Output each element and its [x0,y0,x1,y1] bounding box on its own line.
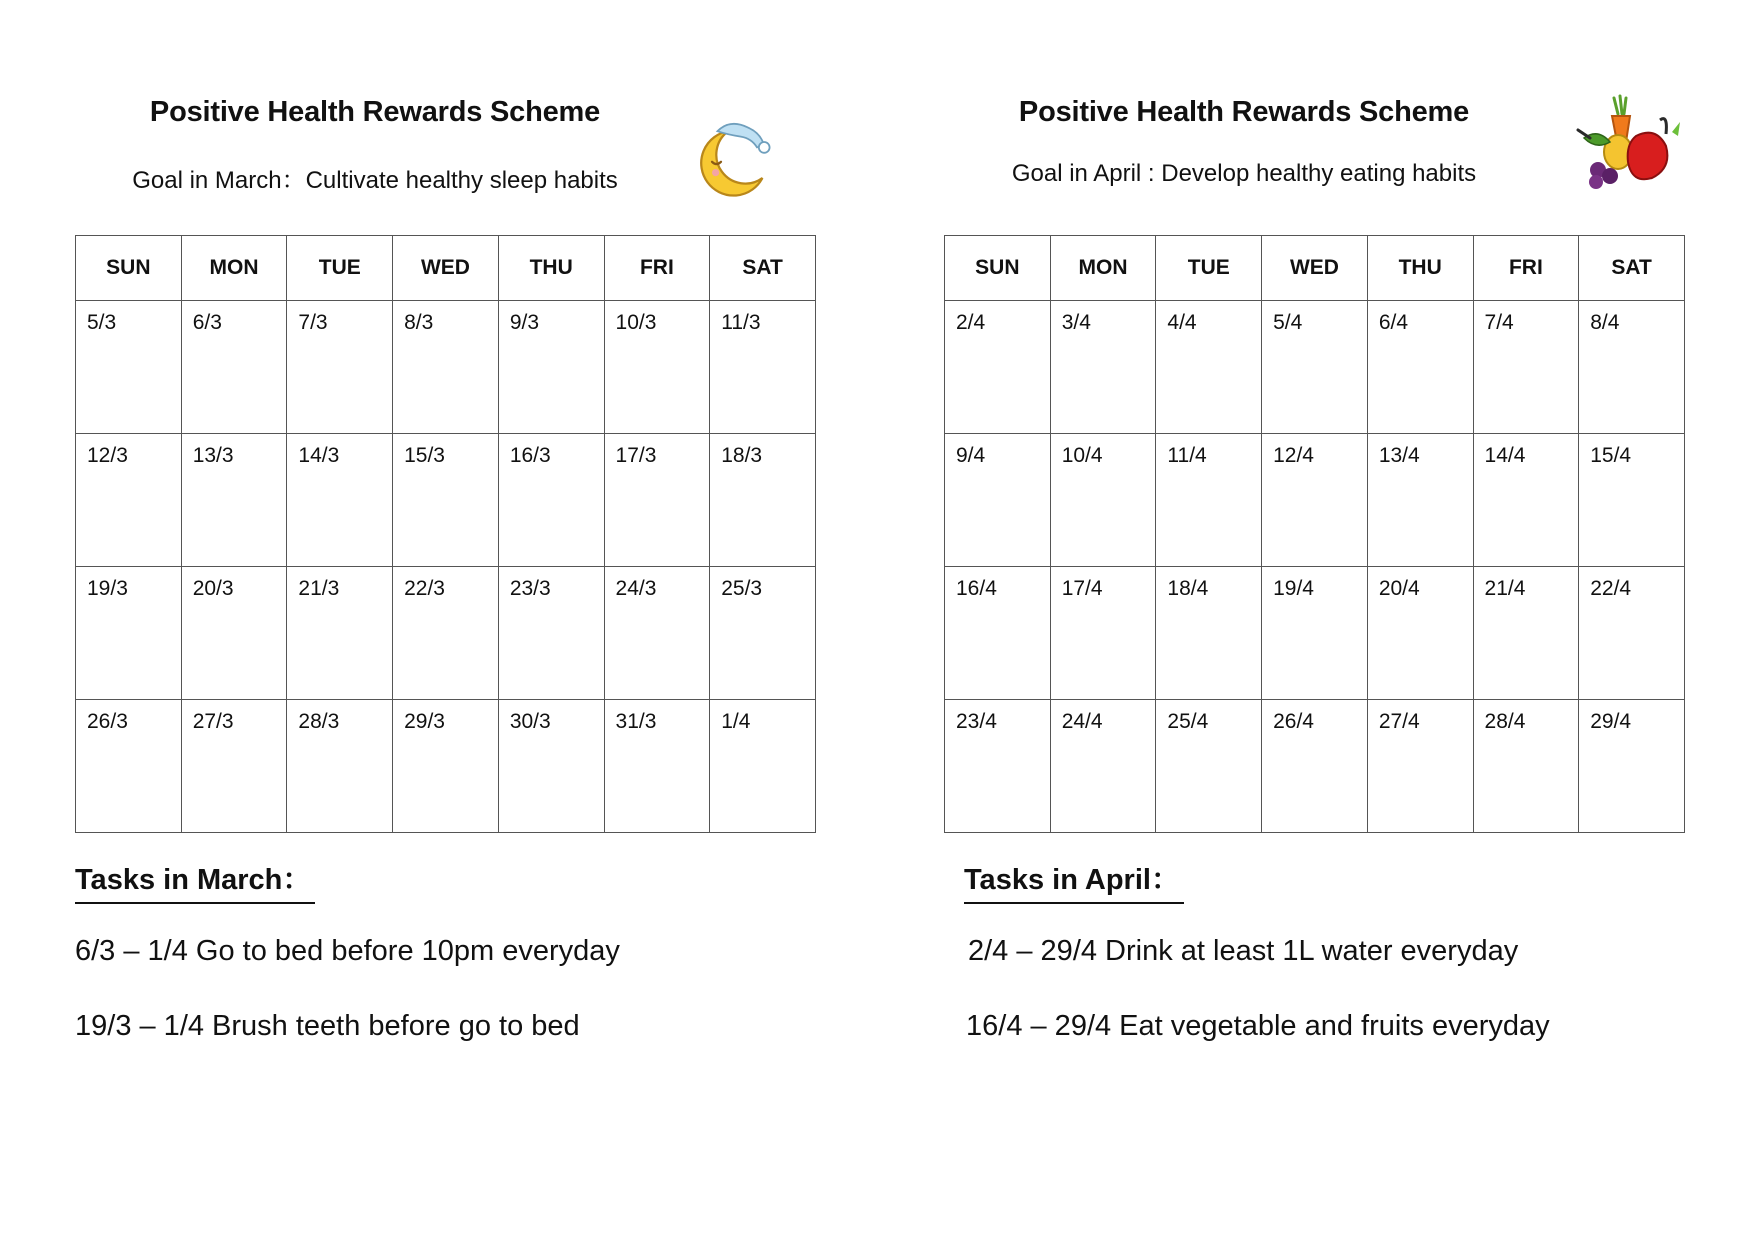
day-header: WED [393,236,499,301]
sleeping-moon-icon [685,115,775,205]
march-goal: Goal in March：Cultivate healthy sleep habits [132,167,618,194]
date-cell: 24/4 [1050,700,1156,833]
date-cell: 15/3 [393,434,499,567]
date-cell: 28/3 [287,700,393,833]
date-cell: 26/3 [76,700,182,833]
calendar-week-row [76,567,816,700]
date-cell: 24/3 [604,567,710,700]
date-cell: 21/4 [1473,567,1579,700]
date-cell: 9/4 [945,434,1051,567]
date-cell: 9/3 [498,301,604,434]
date-cell: 12/4 [1262,434,1368,567]
march-tasks-heading: Tasks in March： [75,857,315,904]
date-cell: 27/3 [181,700,287,833]
day-header: SAT [710,236,816,301]
calendar-week-row [76,301,816,434]
calendar-header-row [945,236,1685,301]
date-cell: 17/4 [1050,567,1156,700]
calendar-header-row [76,236,816,301]
date-cell: 3/4 [1050,301,1156,434]
calendar-week-row [945,301,1685,434]
april-tasks-heading: Tasks in April： [964,857,1184,904]
date-cell: 25/3 [710,567,816,700]
march-task-item: 6/3 – 1/4 Go to bed before 10pm everyday [75,935,620,967]
date-cell: 26/4 [1262,700,1368,833]
day-header: TUE [287,236,393,301]
date-cell: 8/4 [1579,301,1685,434]
date-cell: 10/4 [1050,434,1156,567]
april-goal: Goal in April : Develop healthy eating habits [1011,160,1477,187]
date-cell: 22/4 [1579,567,1685,700]
date-cell: 22/3 [393,567,499,700]
date-cell: 6/3 [181,301,287,434]
day-header: SAT [1579,236,1685,301]
date-cell: 15/4 [1579,434,1685,567]
calendar-week-row [945,700,1685,833]
april-task-item: 16/4 – 29/4 Eat vegetable and fruits everyday [966,1010,1550,1042]
fruit-vegetables-icon [1574,90,1684,195]
day-header: MON [1050,236,1156,301]
date-cell: 14/3 [287,434,393,567]
date-cell: 1/4 [710,700,816,833]
march-title: Positive Health Rewards Scheme [149,96,601,128]
day-header: WED [1262,236,1368,301]
date-cell: 27/4 [1367,700,1473,833]
day-header: THU [1367,236,1473,301]
date-cell: 28/4 [1473,700,1579,833]
march-panel [75,0,835,1241]
date-cell: 30/3 [498,700,604,833]
date-cell: 31/3 [604,700,710,833]
date-cell: 29/3 [393,700,499,833]
april-calendar [944,235,1685,833]
date-cell: 10/3 [604,301,710,434]
date-cell: 17/3 [604,434,710,567]
date-cell: 7/4 [1473,301,1579,434]
date-cell: 12/3 [76,434,182,567]
april-task-item: 2/4 – 29/4 Drink at least 1L water everyday [968,935,1519,967]
date-cell: 23/4 [945,700,1051,833]
date-cell: 18/3 [710,434,816,567]
date-cell: 21/3 [287,567,393,700]
day-header: THU [498,236,604,301]
april-panel [944,0,1704,1241]
day-header: FRI [604,236,710,301]
date-cell: 16/3 [498,434,604,567]
date-cell: 29/4 [1579,700,1685,833]
date-cell: 25/4 [1156,700,1262,833]
date-cell: 16/4 [945,567,1051,700]
date-cell: 20/3 [181,567,287,700]
date-cell: 20/4 [1367,567,1473,700]
day-header: TUE [1156,236,1262,301]
day-header: SUN [945,236,1051,301]
calendar-week-row [945,567,1685,700]
date-cell: 11/3 [710,301,816,434]
date-cell: 5/3 [76,301,182,434]
date-cell: 5/4 [1262,301,1368,434]
date-cell: 23/3 [498,567,604,700]
march-calendar [75,235,816,833]
calendar-week-row [76,434,816,567]
date-cell: 11/4 [1156,434,1262,567]
march-task-item: 19/3 – 1/4 Brush teeth before go to bed [75,1010,580,1042]
date-cell: 18/4 [1156,567,1262,700]
day-header: SUN [76,236,182,301]
date-cell: 14/4 [1473,434,1579,567]
date-cell: 2/4 [945,301,1051,434]
date-cell: 8/3 [393,301,499,434]
date-cell: 6/4 [1367,301,1473,434]
day-header: FRI [1473,236,1579,301]
date-cell: 19/4 [1262,567,1368,700]
date-cell: 7/3 [287,301,393,434]
april-title: Positive Health Rewards Scheme [1018,96,1470,128]
date-cell: 13/4 [1367,434,1473,567]
calendar-week-row [945,434,1685,567]
calendar-week-row [76,700,816,833]
date-cell: 4/4 [1156,301,1262,434]
date-cell: 19/3 [76,567,182,700]
day-header: MON [181,236,287,301]
date-cell: 13/3 [181,434,287,567]
